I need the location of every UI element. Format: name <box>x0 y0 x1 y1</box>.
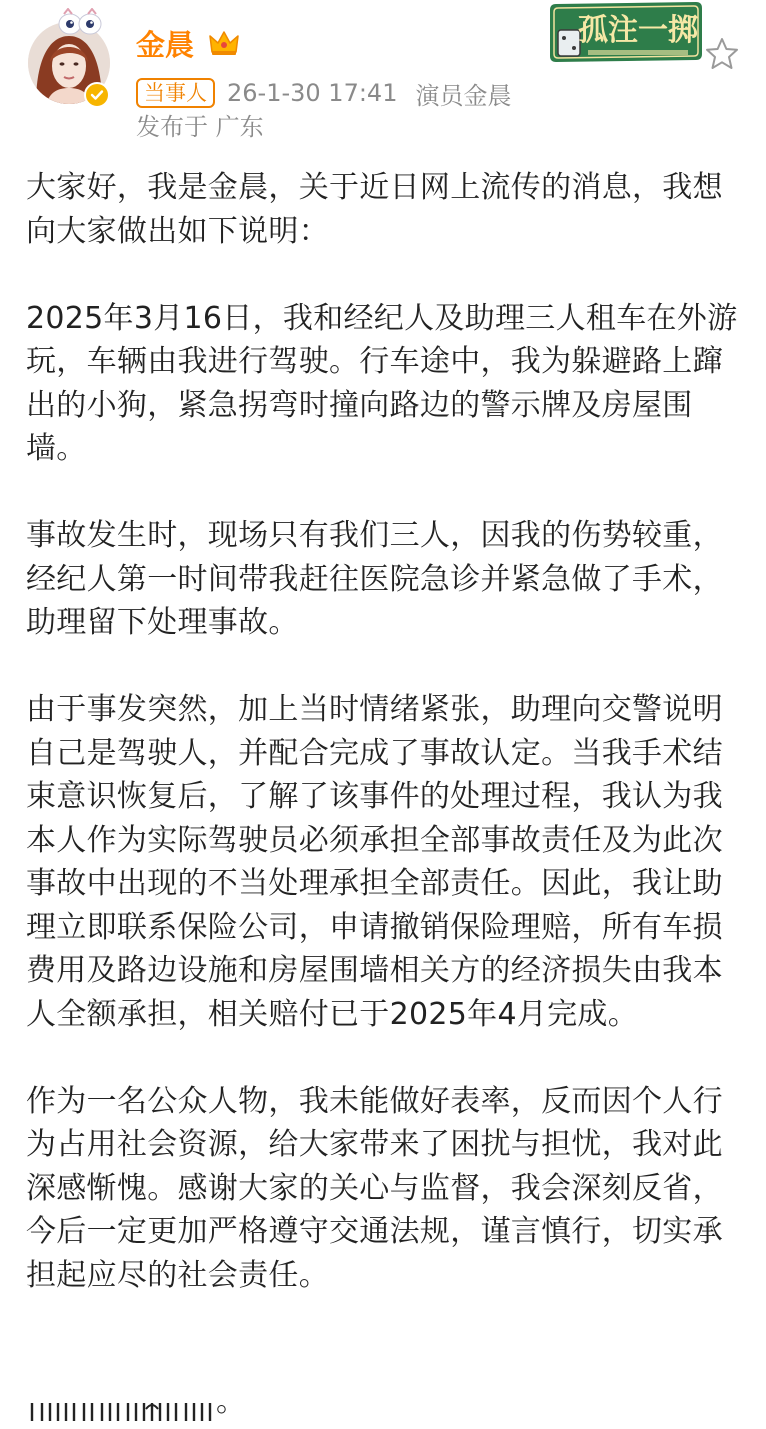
post-timestamp: 26-1-30 17:41 <box>227 79 398 107</box>
cropped-text-fragment <box>26 1389 214 1423</box>
post-location: 发布于 广东 <box>136 113 264 141</box>
movie-sticker <box>548 0 704 66</box>
party-badge: 当事人 <box>136 78 215 108</box>
post-paragraph: 事故发生时，现场只有我们三人，因我的伤势较重，经纪人第一时间带我赶往医院急诊并紧急做了手术，助理留下处理事故。 <box>26 518 723 640</box>
post-meta <box>136 76 511 110</box>
post-paragraph: 2025年3月16日，我和经纪人及助理三人租车在外游玩，车辆由我进行驾驶。行车途中，我为躲避路上蹿出的小狗，紧急拐弯时撞向路边的警示牌及房屋围墙。 <box>26 300 738 466</box>
sticker-title: 孤注一掷 <box>578 13 698 48</box>
favorite-button[interactable] <box>700 32 744 76</box>
post-source[interactable]: 演员金晨 <box>415 81 512 110</box>
post-trailing-line <box>26 1380 246 1423</box>
post-body <box>26 166 742 1297</box>
post-header <box>0 0 766 150</box>
verified-badge-icon <box>84 82 110 108</box>
crown-icon <box>208 28 240 58</box>
post-paragraph: 大家好，我是金晨，关于近日网上流传的消息，我想向大家做出如下说明： <box>26 170 723 249</box>
username[interactable]: 金晨 <box>136 28 195 62</box>
post-paragraph: 作为一名公众人物，我未能做好表率，反而因个人行为占用社会资源，给大家带来了困扰与担忧，我对此深感惭愧。感谢大家的关心与监督，我会深刻反省，今后一定更加严格遵守交通法规，谨言慎行，切实承担起应尽的社会责任。 <box>26 1083 723 1293</box>
post-paragraph: 由于事发突然，加上当时情绪紧张，助理向交警说明自己是驾驶人，并配合完成了事故认定。当我手术结束意识恢复后，了解了该事件的处理过程，我认为我本人作为实际驾驶员必须承担全部事故责任及为此次事故中出现的不当处理承担全部责任。因此，我让助理立即联系保险公司，申请撤销保险理赔，所有车损费用及路边设施和房屋围墙相关方的经济损失由我本人全额承担，相关赔付已于2025年4月完成。 <box>26 692 723 1032</box>
trailing-punctuation: 。 <box>216 1384 246 1419</box>
star-outline-icon <box>704 36 740 72</box>
avatar-decoration-icon <box>56 8 104 38</box>
